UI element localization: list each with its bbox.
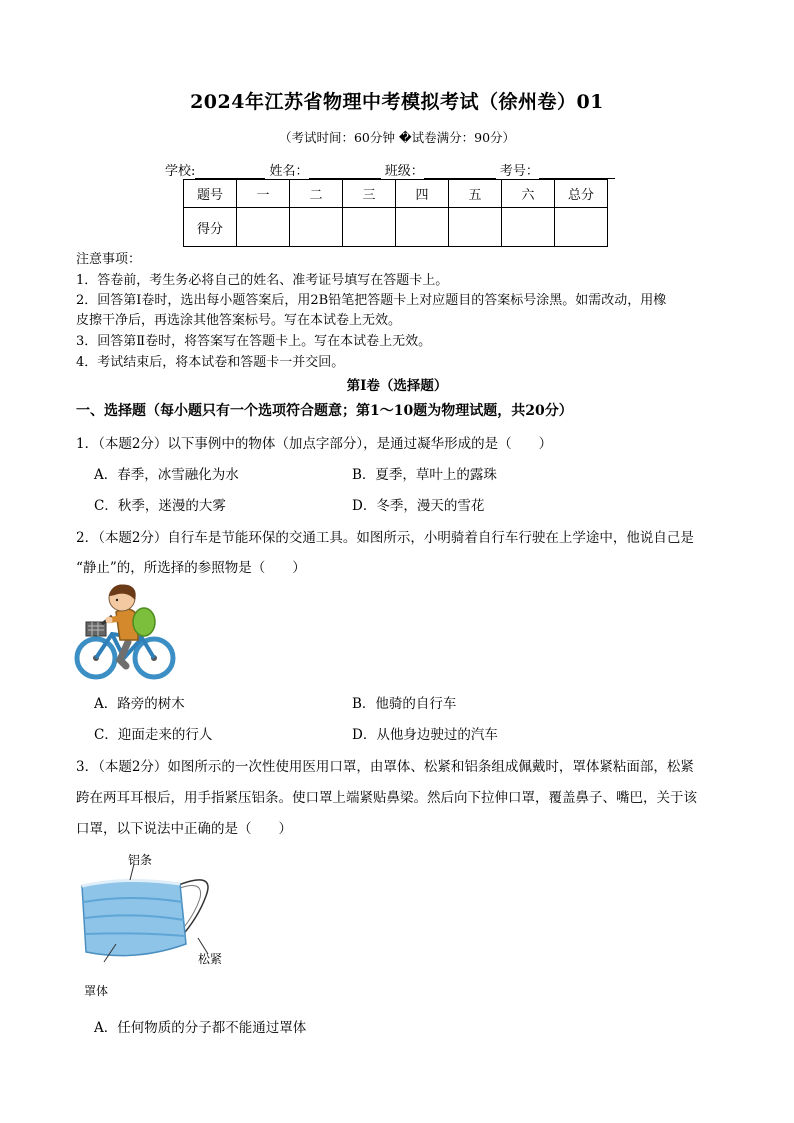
- q1-option-d[interactable]: D．冬季，漫天的雪花: [352, 498, 485, 514]
- score-cell[interactable]: [237, 208, 290, 247]
- exam-no-label: 考号：: [499, 164, 539, 179]
- score-header-cell: 二: [290, 180, 343, 208]
- note-item: 4．考试结束后，将本试卷和答题卡一并交回。: [76, 355, 345, 370]
- q1-option-c[interactable]: C．秋季，迷漫的大雾: [94, 498, 226, 514]
- q3-stem-line3: 口罩，以下说法中正确的是（ ）: [76, 821, 292, 837]
- label-mask-body: 罩体: [84, 984, 109, 998]
- score-header-cell: 总分: [555, 180, 608, 208]
- q1-option-b[interactable]: B．夏季，草叶上的露珠: [352, 467, 497, 483]
- name-label: 姓名：: [269, 164, 309, 179]
- score-cell[interactable]: [343, 208, 396, 247]
- score-table-header-row: [184, 180, 608, 208]
- label-elastic: 松紧: [198, 952, 223, 966]
- score-table-score-row: [184, 208, 608, 247]
- backpack: [133, 608, 155, 636]
- q3-stem-line1: 3．（本题2分）如图所示的一次性使用医用口罩，由罩体、松紧和铝条组成佩戴时，罩体紧粘面部，松紧: [76, 759, 694, 775]
- score-cell[interactable]: [555, 208, 608, 247]
- q2-option-b[interactable]: B．他骑的自行车: [352, 696, 457, 712]
- score-header-cell: 五: [449, 180, 502, 208]
- exam-subtitle: （考试时间：60分钟 �试卷满分：90分）: [278, 130, 516, 145]
- score-header-cell: 一: [237, 180, 290, 208]
- section1-title: 一、选择题（每小题只有一个选项符合题意；第1～10题为物理试题，共20分）: [76, 403, 573, 419]
- note-item: 皮擦干净后，再选涂其他答案标号。写在本试卷上无效。: [76, 313, 402, 328]
- class-label: 班级：: [384, 164, 424, 179]
- score-header-cell: 题号: [184, 180, 237, 208]
- score-row-label: 得分: [184, 208, 237, 247]
- score-cell[interactable]: [502, 208, 555, 247]
- q2-stem-line1: 2．（本题2分）自行车是节能环保的交通工具。如图所示，小明骑着自行车行驶在上学途中，他说自己是: [76, 530, 694, 546]
- score-cell[interactable]: [396, 208, 449, 247]
- q2-option-d[interactable]: D．从他身边驶过的汽车: [352, 727, 498, 743]
- q3-option-a[interactable]: A．任何物质的分子都不能通过罩体: [94, 1020, 307, 1036]
- note-item: 3．回答第Ⅱ卷时，将答案写在答题卡上。写在本试卷上无效。: [76, 334, 432, 349]
- q3-stem-line2: 跨在两耳耳根后，用手指紧压铝条。使口罩上端紧贴鼻梁。然后向下拉伸口罩，覆盖鼻子、嘴巴，关于该: [76, 790, 697, 806]
- note-item: 2．回答第Ⅰ卷时，选出每小题答案后，用2B铅笔把答题卡上对应题目的答案标号涂黑。如需改动，用橡: [76, 293, 667, 308]
- name-blank: [309, 164, 381, 179]
- score-header-cell: 四: [396, 180, 449, 208]
- score-cell[interactable]: [290, 208, 343, 247]
- notes-heading: 注意事项：: [76, 252, 142, 267]
- q1-stem: 1．（本题2分）以下事例中的物体（加点字部分），是通过凝华形成的是（ ）: [76, 436, 553, 452]
- q1-option-a[interactable]: A．春季，冰雪融化为水: [94, 467, 239, 483]
- q2-stem-line2: “静止”的，所选择的参照物是（ ）: [76, 560, 306, 576]
- part1-title: 第Ⅰ卷（选择题）: [346, 378, 448, 394]
- boy-riding-bicycle-illustration: [72, 582, 182, 686]
- score-table: [183, 179, 608, 247]
- score-header-cell: 六: [502, 180, 555, 208]
- class-blank: [424, 164, 496, 179]
- student-info-line: [165, 160, 615, 179]
- school-label: 学校:: [165, 164, 196, 179]
- score-header-cell: 三: [343, 180, 396, 208]
- note-item: 1．答卷前，考生务必将自己的姓名、准考证号填写在答题卡上。: [76, 273, 449, 288]
- q2-option-a[interactable]: A．路旁的树木: [94, 696, 185, 712]
- q2-option-c[interactable]: C．迎面走来的行人: [94, 727, 213, 743]
- school-blank: [195, 164, 265, 179]
- score-cell[interactable]: [449, 208, 502, 247]
- label-aluminum-strip: 铝条: [128, 853, 153, 867]
- exam-no-blank: [539, 164, 615, 179]
- page-title: 2024年江苏省物理中考模拟考试（徐州卷）01: [190, 91, 604, 113]
